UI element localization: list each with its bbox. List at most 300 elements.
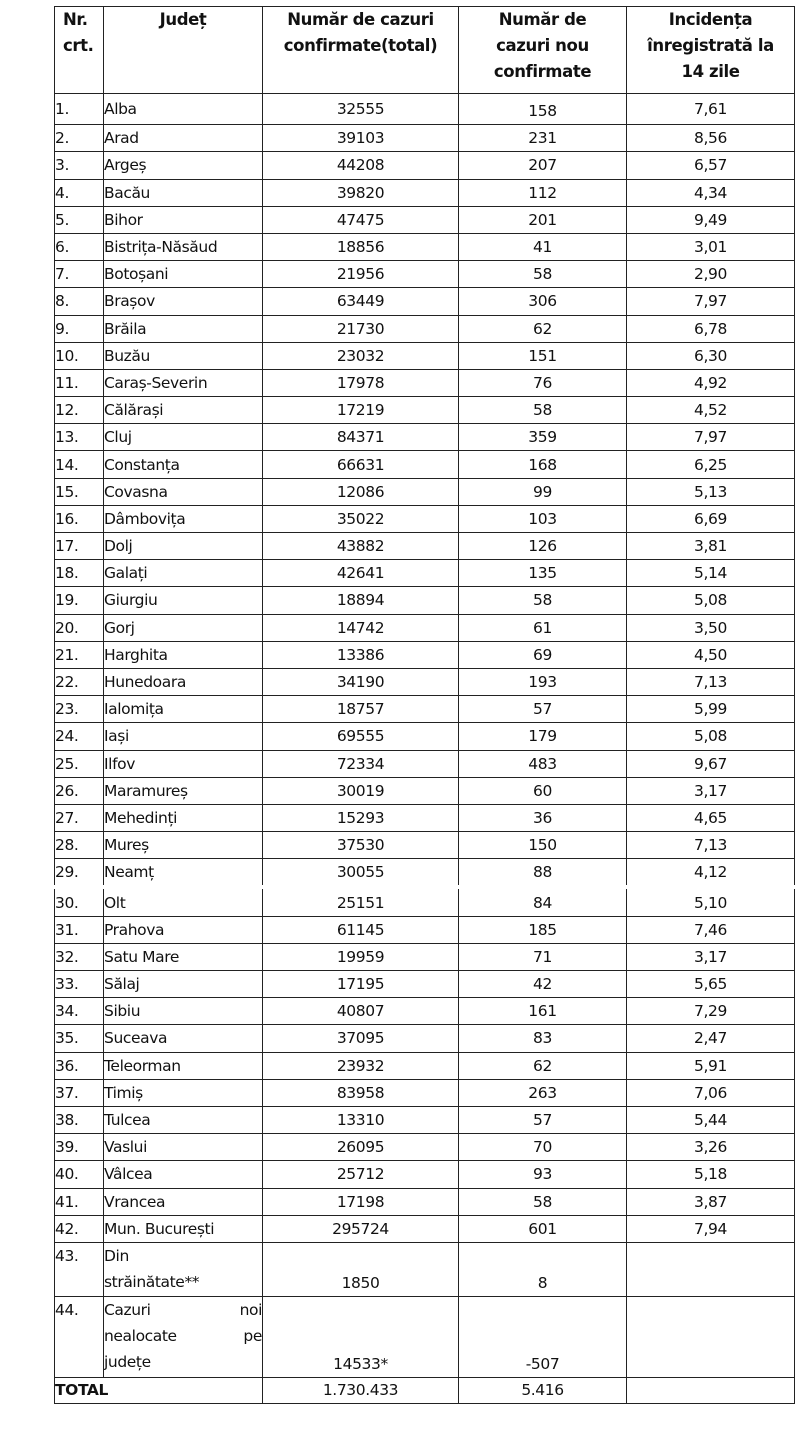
table-row <box>55 916 795 943</box>
judet-word: pe <box>243 1326 262 1345</box>
gap-cell <box>104 885 263 889</box>
cell-judet: Covasna <box>104 478 263 505</box>
cell-judet: Iași <box>104 723 263 750</box>
cell-total-cases: 26095 <box>263 1134 459 1161</box>
cell-nr: 9. <box>55 315 104 342</box>
cell-total-cases: 30019 <box>263 777 459 804</box>
table-row <box>55 943 795 970</box>
table-row <box>55 94 795 125</box>
cell-total-cases: 17219 <box>263 397 459 424</box>
table-row <box>55 1106 795 1133</box>
cell-incidence: 3,87 <box>627 1188 795 1215</box>
cell-nr: 13. <box>55 424 104 451</box>
header-new-line: cazuri nou <box>496 36 589 55</box>
cell-total-cases: 63449 <box>263 288 459 315</box>
cell-nr: 40. <box>55 1161 104 1188</box>
cell-incidence: 7,13 <box>627 668 795 695</box>
cell-total-cases: 44208 <box>263 152 459 179</box>
cell-judet: Timiș <box>104 1079 263 1106</box>
judet-line <box>104 1297 262 1323</box>
judet-word: nealocate <box>104 1326 177 1345</box>
gap-cell <box>459 885 627 889</box>
cell-total-cases: 43882 <box>263 533 459 560</box>
cell-judet: Hunedoara <box>104 668 263 695</box>
header-nr-line: crt. <box>63 36 94 55</box>
table-row <box>55 777 795 804</box>
cell-incidence: 5,65 <box>627 971 795 998</box>
cell-total-cases: 30055 <box>263 859 459 886</box>
cell-incidence: 3,17 <box>627 777 795 804</box>
cell-total-cases: 1850 <box>263 1242 459 1296</box>
cell-new-cases: 207 <box>459 152 627 179</box>
cell-new-cases: 88 <box>459 859 627 886</box>
table-row-total <box>55 1377 795 1403</box>
cell-new-cases: 126 <box>459 533 627 560</box>
table-row <box>55 179 795 206</box>
cell-incidence: 3,01 <box>627 233 795 260</box>
cell-new-cases: 42 <box>459 971 627 998</box>
cell-incidence: 4,50 <box>627 641 795 668</box>
cell-nr: 19. <box>55 587 104 614</box>
cell-judet: Călărași <box>104 397 263 424</box>
table-row <box>55 288 795 315</box>
cell-total-cases: 23032 <box>263 342 459 369</box>
table-row <box>55 1079 795 1106</box>
cell-new-cases: 168 <box>459 451 627 478</box>
cell-judet: Ilfov <box>104 750 263 777</box>
cell-new-cases: 71 <box>459 943 627 970</box>
cell-judet: Vaslui <box>104 1134 263 1161</box>
cell-total-cases: 12086 <box>263 478 459 505</box>
cell-incidence: 3,81 <box>627 533 795 560</box>
cell-incidence: 7,61 <box>627 94 795 125</box>
table-row-abroad <box>55 1242 795 1296</box>
header-nr-line: Nr. <box>63 10 88 29</box>
cell-new-cases: 36 <box>459 804 627 831</box>
cell-nr: 8. <box>55 288 104 315</box>
cell-judet: Argeș <box>104 152 263 179</box>
table-body <box>55 94 795 1404</box>
cell-nr: 31. <box>55 916 104 943</box>
cell-total-cases: 72334 <box>263 750 459 777</box>
cell-new-cases: 185 <box>459 916 627 943</box>
cell-nr: 12. <box>55 397 104 424</box>
cell-total-cases: 13310 <box>263 1106 459 1133</box>
cell-nr: 32. <box>55 943 104 970</box>
cell-new-cases: 76 <box>459 369 627 396</box>
cell-total-cases: 69555 <box>263 723 459 750</box>
cell-nr: 18. <box>55 560 104 587</box>
cell-new-cases: -507 <box>459 1296 627 1377</box>
cell-new-cases: 58 <box>459 397 627 424</box>
cell-incidence: 5,10 <box>627 889 795 916</box>
cell-total-cases: 23932 <box>263 1052 459 1079</box>
cell-new-cases: 263 <box>459 1079 627 1106</box>
table-row <box>55 1161 795 1188</box>
table-row <box>55 152 795 179</box>
cell-incidence: 6,57 <box>627 152 795 179</box>
cell-nr: 4. <box>55 179 104 206</box>
cell-incidence: 8,56 <box>627 125 795 152</box>
total-new-cases-sum: 5.416 <box>459 1377 627 1403</box>
cell-incidence: 7,29 <box>627 998 795 1025</box>
header-new-line: Număr de <box>498 10 587 29</box>
cell-nr: 27. <box>55 804 104 831</box>
cell-new-cases: 179 <box>459 723 627 750</box>
total-cases-sum: 1.730.433 <box>263 1377 459 1403</box>
cell-nr: 10. <box>55 342 104 369</box>
gap-cell <box>263 885 459 889</box>
cell-judet: Buzău <box>104 342 263 369</box>
cell-incidence: 6,69 <box>627 505 795 532</box>
cell-total-cases: 34190 <box>263 668 459 695</box>
cell-total-cases: 17195 <box>263 971 459 998</box>
header-new-cases <box>459 7 627 94</box>
cell-incidence: 7,94 <box>627 1215 795 1242</box>
cell-total-cases: 25151 <box>263 889 459 916</box>
header-total-cases <box>263 7 459 94</box>
cell-total-cases: 15293 <box>263 804 459 831</box>
cell-total-cases: 32555 <box>263 94 459 125</box>
cell-nr: 26. <box>55 777 104 804</box>
table-row <box>55 889 795 916</box>
table-row <box>55 614 795 641</box>
cell-judet: Constanța <box>104 451 263 478</box>
cell-judet: Satu Mare <box>104 943 263 970</box>
cell-incidence: 4,34 <box>627 179 795 206</box>
cell-judet: Neamț <box>104 859 263 886</box>
cell-nr: 37. <box>55 1079 104 1106</box>
gap-cell <box>55 885 104 889</box>
header-total-line: Număr de cazuri <box>287 10 434 29</box>
cell-judet: Brăila <box>104 315 263 342</box>
cell-nr: 21. <box>55 641 104 668</box>
cell-judet: Cluj <box>104 424 263 451</box>
cell-incidence <box>627 1296 795 1377</box>
cell-incidence: 6,78 <box>627 315 795 342</box>
cell-judet: Botoșani <box>104 261 263 288</box>
cell-new-cases: 161 <box>459 998 627 1025</box>
cell-judet: Bistrița-Năsăud <box>104 233 263 260</box>
cell-new-cases: 58 <box>459 261 627 288</box>
cell-judet: Bihor <box>104 206 263 233</box>
cell-new-cases: 84 <box>459 889 627 916</box>
table-row <box>55 369 795 396</box>
cell-total-cases: 19959 <box>263 943 459 970</box>
cell-incidence: 6,25 <box>627 451 795 478</box>
cell-nr: 20. <box>55 614 104 641</box>
cell-total-cases: 37095 <box>263 1025 459 1052</box>
judet-word: Cazuri <box>104 1300 151 1319</box>
cell-new-cases: 193 <box>459 668 627 695</box>
table-row <box>55 1134 795 1161</box>
cell-new-cases: 93 <box>459 1161 627 1188</box>
cell-judet: Harghita <box>104 641 263 668</box>
cell-judet: Mehedinți <box>104 804 263 831</box>
cell-judet: Sălaj <box>104 971 263 998</box>
cell-nr: 22. <box>55 668 104 695</box>
cell-incidence: 5,91 <box>627 1052 795 1079</box>
judet-line <box>104 1323 262 1349</box>
table-row <box>55 1052 795 1079</box>
cell-total-cases: 17198 <box>263 1188 459 1215</box>
cell-judet: Mun. București <box>104 1215 263 1242</box>
cell-incidence: 9,49 <box>627 206 795 233</box>
cell-total-cases: 14742 <box>263 614 459 641</box>
cell-nr: 43. <box>55 1242 104 1296</box>
cell-nr: 2. <box>55 125 104 152</box>
cell-incidence: 7,97 <box>627 424 795 451</box>
cell-total-cases: 18894 <box>263 587 459 614</box>
table-row <box>55 315 795 342</box>
table-row <box>55 125 795 152</box>
cell-judet: Maramureș <box>104 777 263 804</box>
cell-judet: Vâlcea <box>104 1161 263 1188</box>
table-header <box>55 7 795 94</box>
cell-new-cases: 99 <box>459 478 627 505</box>
cell-judet: Dâmbovița <box>104 505 263 532</box>
cell-nr: 28. <box>55 832 104 859</box>
cell-new-cases: 483 <box>459 750 627 777</box>
judet-line: străinătate** <box>104 1272 200 1291</box>
cell-new-cases: 135 <box>459 560 627 587</box>
header-nr-crt <box>55 7 104 94</box>
cell-incidence: 5,99 <box>627 696 795 723</box>
header-judet-label: Județ <box>159 10 207 29</box>
judet-word: județe <box>104 1352 151 1371</box>
cell-total-cases: 17978 <box>263 369 459 396</box>
cell-incidence: 5,08 <box>627 587 795 614</box>
cell-nr: 14. <box>55 451 104 478</box>
cell-total-cases: 35022 <box>263 505 459 532</box>
cell-judet: Ialomița <box>104 696 263 723</box>
cell-total-cases: 83958 <box>263 1079 459 1106</box>
cell-judet: Giurgiu <box>104 587 263 614</box>
cell-nr: 11. <box>55 369 104 396</box>
table-row <box>55 233 795 260</box>
table-row <box>55 533 795 560</box>
cell-new-cases: 201 <box>459 206 627 233</box>
cell-total-cases: 25712 <box>263 1161 459 1188</box>
cell-nr: 7. <box>55 261 104 288</box>
cell-nr: 29. <box>55 859 104 886</box>
table-row <box>55 560 795 587</box>
cell-new-cases: 41 <box>459 233 627 260</box>
cell-judet: Sibiu <box>104 998 263 1025</box>
cell-new-cases: 83 <box>459 1025 627 1052</box>
judet-line <box>104 1349 262 1375</box>
table-row <box>55 859 795 886</box>
cell-incidence: 7,46 <box>627 916 795 943</box>
cell-incidence: 7,13 <box>627 832 795 859</box>
table-row <box>55 505 795 532</box>
cell-nr: 39. <box>55 1134 104 1161</box>
cell-nr: 33. <box>55 971 104 998</box>
cell-total-cases: 18757 <box>263 696 459 723</box>
cell-total-cases: 295724 <box>263 1215 459 1242</box>
table-row <box>55 587 795 614</box>
cell-judet: Teleorman <box>104 1052 263 1079</box>
total-label: TOTAL <box>55 1377 263 1403</box>
cell-total-cases: 61145 <box>263 916 459 943</box>
cell-new-cases: 150 <box>459 832 627 859</box>
cell-judet: Prahova <box>104 916 263 943</box>
cell-total-cases: 66631 <box>263 451 459 478</box>
cell-incidence: 7,06 <box>627 1079 795 1106</box>
cell-judet: Dolj <box>104 533 263 560</box>
cell-nr: 23. <box>55 696 104 723</box>
cell-total-cases: 14533* <box>263 1296 459 1377</box>
table-row <box>55 696 795 723</box>
gap-cell <box>627 885 795 889</box>
cell-incidence: 6,30 <box>627 342 795 369</box>
cell-incidence: 3,26 <box>627 1134 795 1161</box>
table-row <box>55 804 795 831</box>
cell-new-cases: 231 <box>459 125 627 152</box>
cell-nr: 25. <box>55 750 104 777</box>
cell-nr: 3. <box>55 152 104 179</box>
cell-judet: Alba <box>104 94 263 125</box>
cell-new-cases: 112 <box>459 179 627 206</box>
cell-nr: 36. <box>55 1052 104 1079</box>
table-row <box>55 397 795 424</box>
header-incidence-line: Incidența <box>668 10 753 29</box>
cell-total-cases: 21730 <box>263 315 459 342</box>
cell-new-cases: 306 <box>459 288 627 315</box>
cell-judet: Tulcea <box>104 1106 263 1133</box>
table-row <box>55 424 795 451</box>
cell-incidence <box>627 1242 795 1296</box>
cell-nr: 6. <box>55 233 104 260</box>
cell-total-cases: 21956 <box>263 261 459 288</box>
cell-nr: 17. <box>55 533 104 560</box>
cell-new-cases: 601 <box>459 1215 627 1242</box>
cell-total-cases: 39820 <box>263 179 459 206</box>
cell-judet: Galați <box>104 560 263 587</box>
cell-new-cases: 58 <box>459 587 627 614</box>
table-row <box>55 1025 795 1052</box>
cell-total-cases: 47475 <box>263 206 459 233</box>
table-row <box>55 641 795 668</box>
cell-nr: 42. <box>55 1215 104 1242</box>
covid-county-table <box>54 6 795 1404</box>
cell-incidence: 2,90 <box>627 261 795 288</box>
cell-new-cases: 70 <box>459 1134 627 1161</box>
cell-incidence: 4,52 <box>627 397 795 424</box>
cell-incidence: 5,08 <box>627 723 795 750</box>
judet-word: noi <box>239 1300 262 1319</box>
header-judet <box>104 7 263 94</box>
cell-new-cases: 62 <box>459 315 627 342</box>
cell-total-cases: 39103 <box>263 125 459 152</box>
table-row <box>55 971 795 998</box>
cell-incidence: 4,92 <box>627 369 795 396</box>
cell-incidence: 4,65 <box>627 804 795 831</box>
header-total-line: confirmate(total) <box>283 36 438 55</box>
cell-nr: 30. <box>55 889 104 916</box>
cell-total-cases: 13386 <box>263 641 459 668</box>
header-new-line: confirmate <box>493 62 592 81</box>
cell-nr: 15. <box>55 478 104 505</box>
table-row <box>55 998 795 1025</box>
cell-incidence: 2,47 <box>627 1025 795 1052</box>
cell-judet <box>104 1296 263 1377</box>
cell-incidence: 9,67 <box>627 750 795 777</box>
page-break-gap <box>55 885 795 889</box>
cell-incidence: 5,44 <box>627 1106 795 1133</box>
table-row <box>55 451 795 478</box>
cell-new-cases: 151 <box>459 342 627 369</box>
judet-line: Din <box>104 1246 129 1265</box>
cell-new-cases: 58 <box>459 1188 627 1215</box>
table-row <box>55 206 795 233</box>
cell-incidence: 7,97 <box>627 288 795 315</box>
cell-new-cases: 61 <box>459 614 627 641</box>
cell-nr: 38. <box>55 1106 104 1133</box>
cell-incidence: 5,13 <box>627 478 795 505</box>
cell-nr: 35. <box>55 1025 104 1052</box>
table-row <box>55 1215 795 1242</box>
cell-total-cases: 37530 <box>263 832 459 859</box>
cell-new-cases: 69 <box>459 641 627 668</box>
cell-judet <box>104 1242 263 1296</box>
cell-total-cases: 42641 <box>263 560 459 587</box>
table-row-unallocated <box>55 1296 795 1377</box>
cell-nr: 24. <box>55 723 104 750</box>
table-row <box>55 832 795 859</box>
cell-new-cases: 57 <box>459 696 627 723</box>
cell-nr: 34. <box>55 998 104 1025</box>
cell-nr: 16. <box>55 505 104 532</box>
cell-nr: 41. <box>55 1188 104 1215</box>
table-row <box>55 723 795 750</box>
cell-new-cases: 359 <box>459 424 627 451</box>
table-row <box>55 668 795 695</box>
table-row <box>55 342 795 369</box>
cell-judet: Bacău <box>104 179 263 206</box>
cell-new-cases: 57 <box>459 1106 627 1133</box>
cell-nr: 44. <box>55 1296 104 1377</box>
cell-incidence: 4,12 <box>627 859 795 886</box>
cell-incidence: 3,50 <box>627 614 795 641</box>
header-incidence-line: 14 zile <box>681 62 740 81</box>
table-row <box>55 261 795 288</box>
cell-new-cases: 60 <box>459 777 627 804</box>
cell-incidence: 3,17 <box>627 943 795 970</box>
cell-new-cases: 8 <box>459 1242 627 1296</box>
cell-total-cases: 18856 <box>263 233 459 260</box>
header-incidence <box>627 7 795 94</box>
cell-new-cases: 62 <box>459 1052 627 1079</box>
cell-nr: 5. <box>55 206 104 233</box>
cell-total-cases: 40807 <box>263 998 459 1025</box>
cell-judet: Caraș-Severin <box>104 369 263 396</box>
total-incidence <box>627 1377 795 1403</box>
cell-judet: Olt <box>104 889 263 916</box>
header-incidence-line: înregistrată la <box>647 36 774 55</box>
cell-nr: 1. <box>55 94 104 125</box>
cell-judet: Brașov <box>104 288 263 315</box>
cell-judet: Vrancea <box>104 1188 263 1215</box>
table-row <box>55 750 795 777</box>
cell-incidence: 5,18 <box>627 1161 795 1188</box>
table-row <box>55 1188 795 1215</box>
cell-judet: Arad <box>104 125 263 152</box>
cell-judet: Gorj <box>104 614 263 641</box>
cell-new-cases: 158 <box>459 94 627 125</box>
cell-incidence: 5,14 <box>627 560 795 587</box>
cell-new-cases: 103 <box>459 505 627 532</box>
